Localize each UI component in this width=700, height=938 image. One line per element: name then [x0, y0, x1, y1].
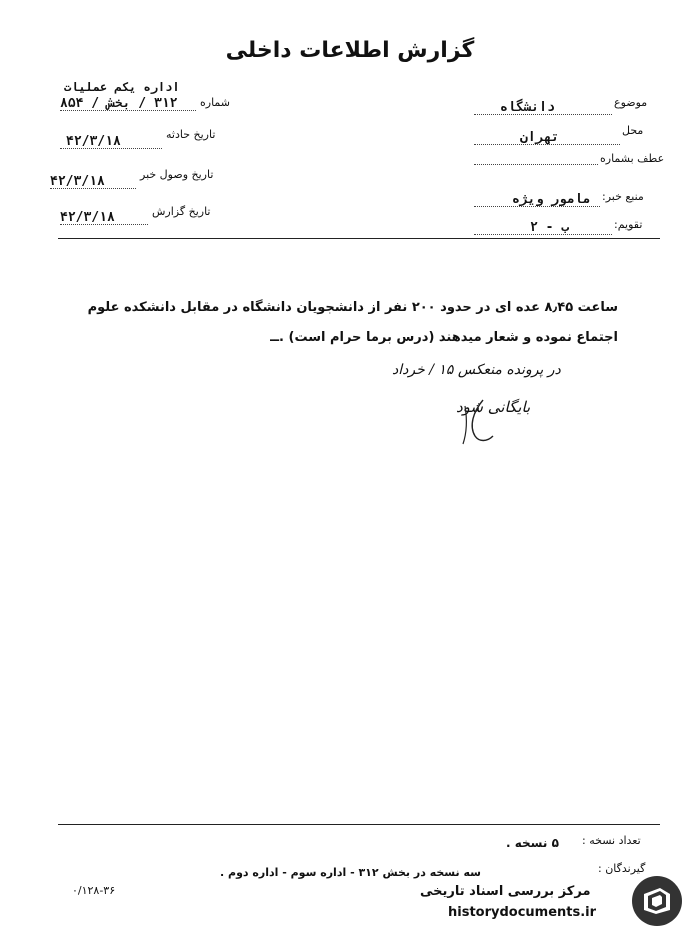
recipients-label: گیرندگان : [598, 862, 646, 875]
received-date-label: تاریخ وصول خبر [140, 168, 214, 181]
body-line-1: ساعت ۸٫۴۵ عده ای در حدود ۲۰۰ نفر از دانشجویان دانشگاه در مقابل دانشکده علوم [87, 300, 618, 315]
body-line-2: اجتماع نموده و شعار میدهند (درس برما حرام است) .ــ [270, 330, 618, 345]
number-value: ۳۱۲ / بخش / ۸۵۴ [60, 96, 178, 111]
subject-value: دانشگاه [500, 100, 555, 115]
archive-logo-icon [630, 874, 684, 928]
rating-label: تقویم: [614, 218, 643, 231]
recipients-value: سه نسخه در بخش ۳۱۲ - اداره سوم - اداره دوم . [220, 866, 481, 879]
number-line [60, 110, 196, 111]
incident-date-label: تاریخ حادثه [166, 128, 216, 141]
location-label: محل [622, 124, 644, 137]
subject-line [474, 114, 612, 115]
document-code: ۰/۱۲۸-۳۶ [72, 884, 116, 897]
signature-mark [455, 392, 535, 452]
source-label: منبع خبر: [602, 190, 644, 203]
report-date-line [60, 224, 148, 225]
source-value: مامور ویژه [512, 192, 591, 207]
received-date-value: ۴۲/۳/۱۸ [50, 174, 105, 189]
copies-value: ۵ نسخه . [506, 836, 559, 850]
watermark-url: historydocuments.ir [448, 905, 597, 920]
footer-separator [58, 824, 660, 825]
reference-line [474, 164, 598, 165]
received-date-line [50, 188, 136, 189]
department-value: اداره یکم عملیات [64, 80, 180, 94]
subject-label: موضوع [614, 96, 648, 109]
rating-line [474, 234, 612, 235]
location-line [474, 144, 620, 145]
handwritten-signature-text: بایگانی شود [456, 398, 531, 416]
number-label: شماره [200, 96, 231, 109]
incident-date-line [60, 148, 162, 149]
copies-label: تعداد نسخه : [582, 834, 641, 847]
reference-label: عطف بشماره [600, 152, 665, 165]
location-value: تهران [520, 130, 560, 145]
incident-date-value: ۴۲/۳/۱۸ [66, 134, 121, 149]
header-separator [58, 238, 660, 239]
source-line [474, 206, 600, 207]
report-date-value: ۴۲/۳/۱۸ [60, 210, 115, 225]
rating-value: ب - ۲ [530, 220, 570, 235]
handwritten-note: در پرونده منعکس ۱۵ / خرداد [392, 362, 561, 378]
report-date-label: تاریخ گزارش [152, 205, 211, 218]
report-title: گزارش اطلاعات داخلی [225, 38, 475, 63]
watermark-name: مرکز بررسی اسناد تاریخی [420, 884, 591, 899]
